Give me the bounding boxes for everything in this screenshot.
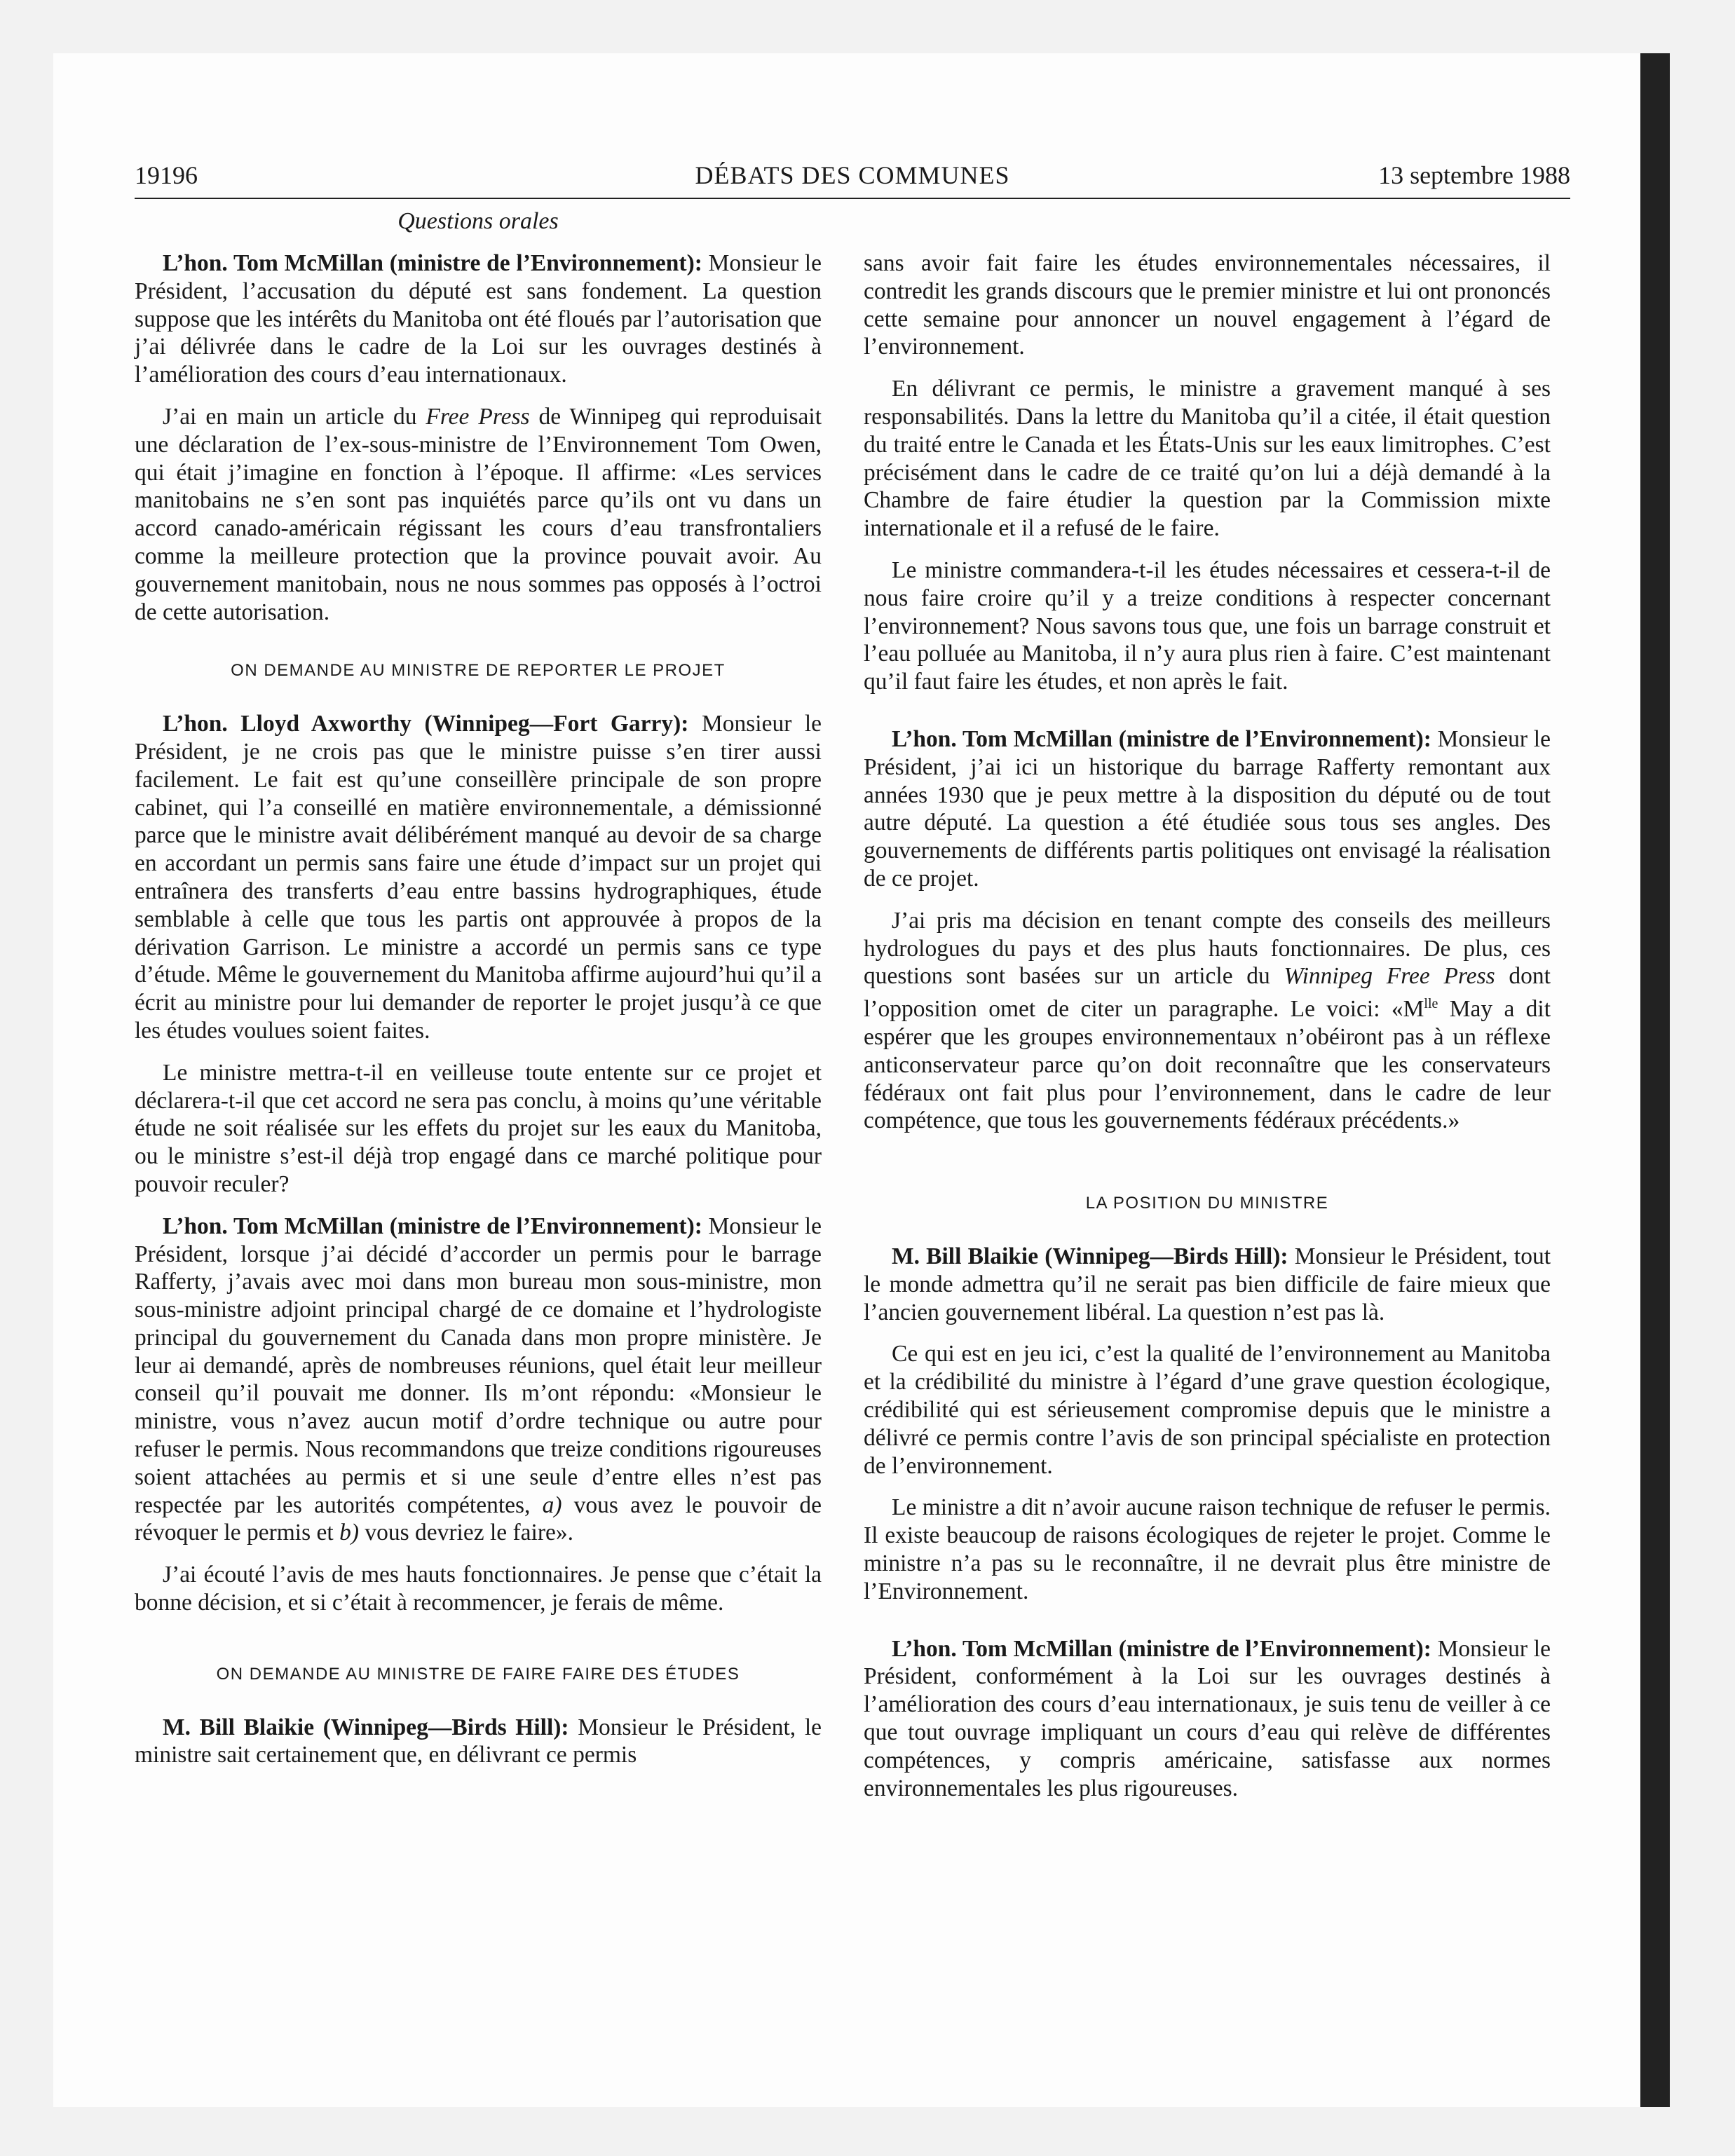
paragraph <box>864 907 1551 1135</box>
paragraph <box>864 725 1551 893</box>
paragraph <box>135 1714 822 1770</box>
speech-text: Monsieur le Président, je ne crois pas que le ministre puisse s’en tirer aussi facilement. Le fait est qu’une conseillère principale de son propre cabinet, qui l’a conseillé en matière environnementale, a démissionné parce que le ministre avait délibérément manqué au devoir de sa charge en accordant un permis sans faire une étude d’impact sur un projet qui entraînera des transferts d’eau entre bassins hydrographiques, étude semblable à celle que tous les partis ont approuvée à propos de la dérivation Garrison. Le ministre a accordé un permis sans ce type d’étude. Même le gouvernement du Manitoba affirme aujourd’hui qu’il a écrit au ministre pour lui demander de reporter le projet jusqu’à ce que les études voulues soient faites. <box>135 711 822 1044</box>
speech-text: de Winnipeg qui reproduisait une déclaration de l’ex-sous-ministre de l’Environnement Tom Owen, qui était j’imagine en fonction à l’époque. Il affirme: «Les services manitobains ne s’en sont pas inquiétés parce qu’ils ont vu dans un accord canado-américain régissant les cours d’eau transfrontaliers comme la meilleure protection que la province pouvait avoir. Au gouvernement manitobain, nous ne nous sommes pas opposés à l’octroi de cette autorisation. <box>135 403 822 625</box>
publication-date: 13 septembre 1988 <box>1378 161 1570 189</box>
speech-text: vous avez le pouvoir de révoquer le permis et <box>135 1492 822 1546</box>
speech-text: vous devriez le faire». <box>358 1520 573 1546</box>
speaker-name: L’hon. Lloyd Axworthy (Winnipeg—Fort Garry): <box>163 711 689 737</box>
page-header <box>135 158 1570 199</box>
speech-text: Monsieur le Président, le ministre sait certainement que, en délivrant ce permis <box>135 1714 822 1768</box>
section-label: Questions orales <box>397 208 559 234</box>
paragraph <box>135 710 822 1045</box>
subheading: ON DEMANDE AU MINISTRE DE REPORTER LE PROJET <box>231 661 726 681</box>
speaker-name: M. Bill Blaikie (Winnipeg—Birds Hill): <box>163 1714 569 1740</box>
paragraph <box>135 1213 822 1548</box>
paragraph: Ce qui est en jeu ici, c’est la qualité de l’environnement au Manitoba et la crédibilité du ministre à l’égard d’une grave question écologique, crédibilité qui est sérieusement compromise depuis que le ministre a délivré ce permis contre l’avis de son principal spécialiste en protection de l’environnement. <box>864 1341 1551 1479</box>
italic-title: Winnipeg Free Press <box>1284 963 1495 990</box>
speech-text: Monsieur le Président, conformément à la Loi sur les ouvrages destinés à l’amélioration des cours d’eau internationaux, je suis tenu de veiller à ce que tout ouvrage impliquant un cours d’eau qui relève de différentes compétences, y compris américaine, satisfasse aux normes environnementales les plus rigoureuses. <box>864 1635 1551 1801</box>
speaker-name: M. Bill Blaikie (Winnipeg—Birds Hill): <box>892 1243 1288 1270</box>
speech-text: Monsieur le Président, j’ai ici un historique du barrage Rafferty remontant aux années 1930 que je peux mettre à la disposition du député ou de tout autre député. La question a été étudiée sous tous ses angles. Des gouvernements de différents partis politiques ont envisagé la réalisation de ce projet. <box>864 725 1551 892</box>
speech-text: Monsieur le Président, l’accusation du député est sans fondement. La question suppose que les intérêts du Manitoba ont été floués par l’autorisation que j’ai délivrée dans le cadre de la Loi sur les ouvrages destinés à l’amélioration des cours d’eau internationaux. <box>135 250 822 388</box>
paragraph: sans avoir fait faire les études environnementales nécessaires, il contredit les grands discours que le premier ministre et lui ont prononcés cette semaine pour annoncer un nouvel engagement à l’égard de l’environnement. <box>864 250 1551 360</box>
speech-text: dont l’opposition omet de citer un paragraphe. Le voici: «M <box>864 963 1551 1023</box>
italic-marker: a) <box>542 1492 562 1518</box>
italic-title: Free Press <box>426 403 530 430</box>
speech-text: Monsieur le Président, tout le monde admettra qu’il ne serait pas bien difficile de faire mieux que l’ancien gouvernement libéral. La question n’est pas là. <box>864 1243 1551 1325</box>
paragraph: Le ministre mettra-t-il en veilleuse toute entente sur ce projet et déclarera-t-il que cet accord ne sera pas conclu, à moins qu’une véritable étude ne soit réalisée sur les effets du projet sur les eaux du Manitoba, ou le ministre s’est-il déjà trop engagé dans ce marché politique pour pouvoir reculer? <box>135 1059 822 1197</box>
speaker-name: L’hon. Tom McMillan (ministre de l’Environnement): <box>892 725 1431 752</box>
superscript: lle <box>1424 996 1438 1012</box>
speech-text: May a dit espérer que les groupes environnementaux n’obéiront pas à un réflexe anticonservateur parce qu’on doit reconnaître que les conservateurs fédéraux ont fait plus pour l’environnement, dans le cadre de leur compétence, que tous les gouvernements fédéraux précédents.» <box>864 996 1551 1134</box>
paragraph <box>864 1635 1551 1803</box>
speech-text: Monsieur le Président, lorsque j’ai décidé d’accorder un permis pour le barrage Rafferty, j’avais avec moi dans mon bureau mon sous-ministre, mon sous-ministre adjoint principal chargé de ce domaine et l’hydrologiste principal du gouvernement du Canada dans mon propre ministère. Je leur ai demandé, après de nombreuses réunions, quel était leur meilleur conseil qu’il pouvait me donner. Ils m’ont répondu: «Monsieur le ministre, vous n’avez aucun motif d’ordre technique ou autre pour refuser le permis. Nous recommandons que treize conditions rigoureuses soient attachées au permis et si une seule d’entre elles n’est pas respectée par les autorités compétentes, <box>135 1213 822 1518</box>
paragraph <box>864 1243 1551 1326</box>
paragraph: Le ministre commandera-t-il les études nécessaires et cessera-t-il de nous faire croire qu’il y a treize conditions à respecter concernant l’environnement? Nous savons tous que, une fois un barrage construit et l’eau polluée au Manitoba, il n’y aura plus rien à faire. C’est maintenant qu’il faut faire les études, et non après le fait. <box>864 557 1551 695</box>
subheading: ON DEMANDE AU MINISTRE DE FAIRE FAIRE DES ÉTUDES <box>216 1664 740 1684</box>
paragraph <box>135 250 822 389</box>
paragraph <box>135 403 822 626</box>
italic-marker: b) <box>339 1520 359 1546</box>
paragraph: En délivrant ce permis, le ministre a gravement manqué à ses responsabilités. Dans la lettre du Manitoba qu’il a citée, il était question du traité entre le Canada et les États-Unis sur les eaux limitrophes. C’est précisément dans le cadre de ce traité qu’on lui a déjà demandé à la Chambre de faire étudier la question par la Commission mixte internationale et il a refusé de le faire. <box>864 376 1551 542</box>
paragraph: Le ministre a dit n’avoir aucune raison technique de refuser le permis. Il existe beaucoup de raisons écologiques de rejeter le projet. Comme le ministre n’a pas su le reconnaître, il ne devrait plus être ministre de l’Environnement. <box>864 1494 1551 1604</box>
paragraph: J’ai écouté l’avis de mes hauts fonctionnaires. Je pense que c’était la bonne décision, et si c’était à recommencer, je ferais de même. <box>135 1562 822 1616</box>
speaker-name: L’hon. Tom McMillan (ministre de l’Environnement): <box>892 1635 1431 1662</box>
left-column <box>135 207 822 1783</box>
right-column <box>864 250 1551 1816</box>
publication-title: DÉBATS DES COMMUNES <box>695 161 1010 189</box>
scan-edge-bar <box>1640 53 1670 2107</box>
speech-text: J’ai en main un article du <box>163 403 426 430</box>
speaker-name: L’hon. Tom McMillan (ministre de l’Environnement): <box>163 250 702 276</box>
speech-text: J’ai pris ma décision en tenant compte des conseils des meilleurs hydrologues du pays et des plus hauts fonctionnaires. De plus, ces questions sont basées sur un article du <box>864 907 1551 990</box>
page-number: 19196 <box>135 161 198 189</box>
subheading: LA POSITION DU MINISTRE <box>1085 1194 1329 1213</box>
speaker-name: L’hon. Tom McMillan (ministre de l’Environnement): <box>163 1213 702 1239</box>
